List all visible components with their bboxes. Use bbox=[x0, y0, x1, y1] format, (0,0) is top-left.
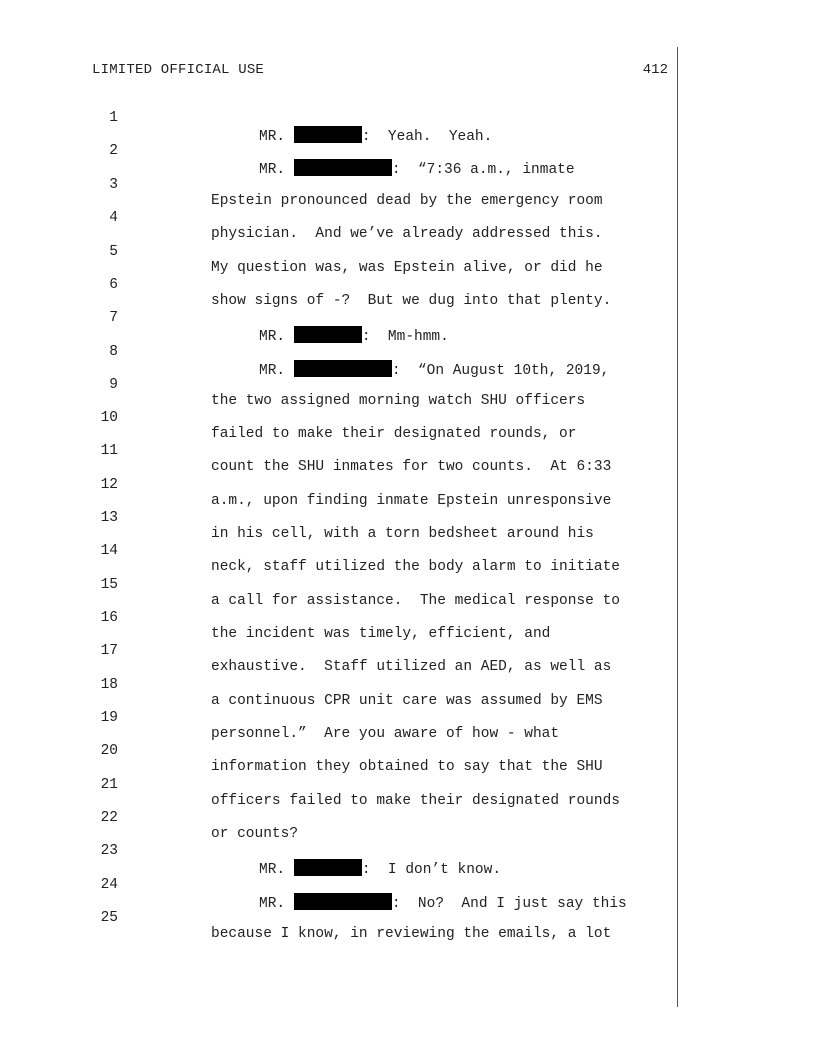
document-marking: LIMITED OFFICIAL USE bbox=[92, 62, 265, 78]
speech-text: physician. And we’ve already addressed this. bbox=[211, 226, 603, 242]
transcript-line bbox=[0, 294, 816, 345]
transcript-line bbox=[0, 328, 816, 379]
transcript-line bbox=[0, 394, 816, 442]
speech-text: a.m., upon finding inmate Epstein unresponsive bbox=[211, 493, 612, 509]
line-number: 16 bbox=[100, 610, 118, 626]
line-number: 2 bbox=[109, 143, 118, 159]
transcript-line bbox=[0, 694, 816, 742]
line-number: 14 bbox=[100, 543, 118, 559]
speech-text: personnel.” Are you aware of how - what bbox=[211, 726, 560, 742]
line-number: 10 bbox=[100, 410, 118, 426]
line-number: 3 bbox=[109, 177, 118, 193]
speech-text: in his cell, with a torn bedsheet around his bbox=[211, 526, 594, 542]
transcript-line bbox=[0, 561, 816, 609]
transcript-line bbox=[0, 594, 816, 642]
transcript-line bbox=[0, 461, 816, 509]
line-number: 5 bbox=[109, 244, 118, 260]
line-number: 20 bbox=[100, 743, 118, 759]
line-number: 12 bbox=[100, 477, 118, 493]
transcript-line bbox=[0, 494, 816, 542]
speech-text: a continuous CPR unit care was assumed by EMS bbox=[211, 693, 603, 709]
transcript-line bbox=[0, 861, 816, 912]
line-number: 9 bbox=[109, 377, 118, 393]
speech-text: neck, staff utilized the body alarm to initiate bbox=[211, 559, 620, 575]
page-number: 412 bbox=[642, 62, 668, 78]
transcript-line bbox=[0, 228, 816, 276]
line-number: 8 bbox=[109, 344, 118, 360]
line-number: 25 bbox=[100, 910, 118, 926]
line-number: 21 bbox=[100, 777, 118, 793]
speech-text: exhaustive. Staff utilized an AED, as well as bbox=[211, 659, 612, 675]
speaker-title: MR. bbox=[259, 363, 286, 379]
line-number: 1 bbox=[109, 110, 118, 126]
line-number: 18 bbox=[100, 677, 118, 693]
transcript-line bbox=[0, 727, 816, 775]
speaker-title: MR. bbox=[259, 129, 286, 145]
transcript-line bbox=[0, 361, 816, 409]
transcript-line bbox=[0, 194, 816, 242]
speech-text: : I don’t know. bbox=[361, 862, 502, 878]
speech-text: information they obtained to say that the SHU bbox=[211, 759, 603, 775]
speech-text: the two assigned morning watch SHU officers bbox=[211, 393, 586, 409]
speech-text: : “7:36 a.m., inmate bbox=[391, 162, 575, 178]
transcript-line bbox=[0, 161, 816, 209]
transcript-line bbox=[0, 527, 816, 575]
transcript-line bbox=[0, 661, 816, 709]
line-number: 19 bbox=[100, 710, 118, 726]
speech-text: : Yeah. Yeah. bbox=[361, 129, 493, 145]
line-number: 24 bbox=[100, 877, 118, 893]
speech-text: officers failed to make their designated rounds bbox=[211, 793, 620, 809]
line-number: 15 bbox=[100, 577, 118, 593]
line-number: 4 bbox=[109, 210, 118, 226]
transcript-line bbox=[0, 127, 816, 178]
line-number: 7 bbox=[109, 310, 118, 326]
speech-text: count the SHU inmates for two counts. At 6:33 bbox=[211, 459, 612, 475]
speech-text: the incident was timely, efficient, and bbox=[211, 626, 551, 642]
speech-text: My question was, was Epstein alive, or did he bbox=[211, 260, 603, 276]
transcript-line bbox=[0, 261, 816, 309]
speaker-title: MR. bbox=[259, 329, 286, 345]
line-number: 6 bbox=[109, 277, 118, 293]
line-number: 11 bbox=[100, 443, 118, 459]
speaker-title: MR. bbox=[259, 896, 286, 912]
speech-text: failed to make their designated rounds, or bbox=[211, 426, 577, 442]
transcript-line bbox=[0, 794, 816, 842]
speech-text: a call for assistance. The medical response to bbox=[211, 593, 620, 609]
speech-text: : “On August 10th, 2019, bbox=[391, 363, 610, 379]
speech-text: or counts? bbox=[211, 826, 299, 842]
speaker-title: MR. bbox=[259, 862, 286, 878]
speech-text: : No? And I just say this bbox=[391, 896, 627, 912]
line-number: 13 bbox=[100, 510, 118, 526]
transcript-line bbox=[0, 761, 816, 809]
line-number: 23 bbox=[100, 843, 118, 859]
speech-text: : Mm-hmm. bbox=[361, 329, 449, 345]
transcript-line bbox=[0, 627, 816, 675]
speech-text: Epstein pronounced dead by the emergency room bbox=[211, 193, 603, 209]
speech-text: show signs of -? But we dug into that plenty. bbox=[211, 293, 612, 309]
transcript-line bbox=[0, 894, 816, 942]
transcript-line bbox=[0, 427, 816, 475]
speaker-title: MR. bbox=[259, 162, 286, 178]
line-number: 17 bbox=[100, 643, 118, 659]
transcript-line bbox=[0, 94, 816, 145]
speech-text: because I know, in reviewing the emails, a lot bbox=[211, 926, 612, 942]
transcript-line bbox=[0, 827, 816, 878]
line-number: 22 bbox=[100, 810, 118, 826]
